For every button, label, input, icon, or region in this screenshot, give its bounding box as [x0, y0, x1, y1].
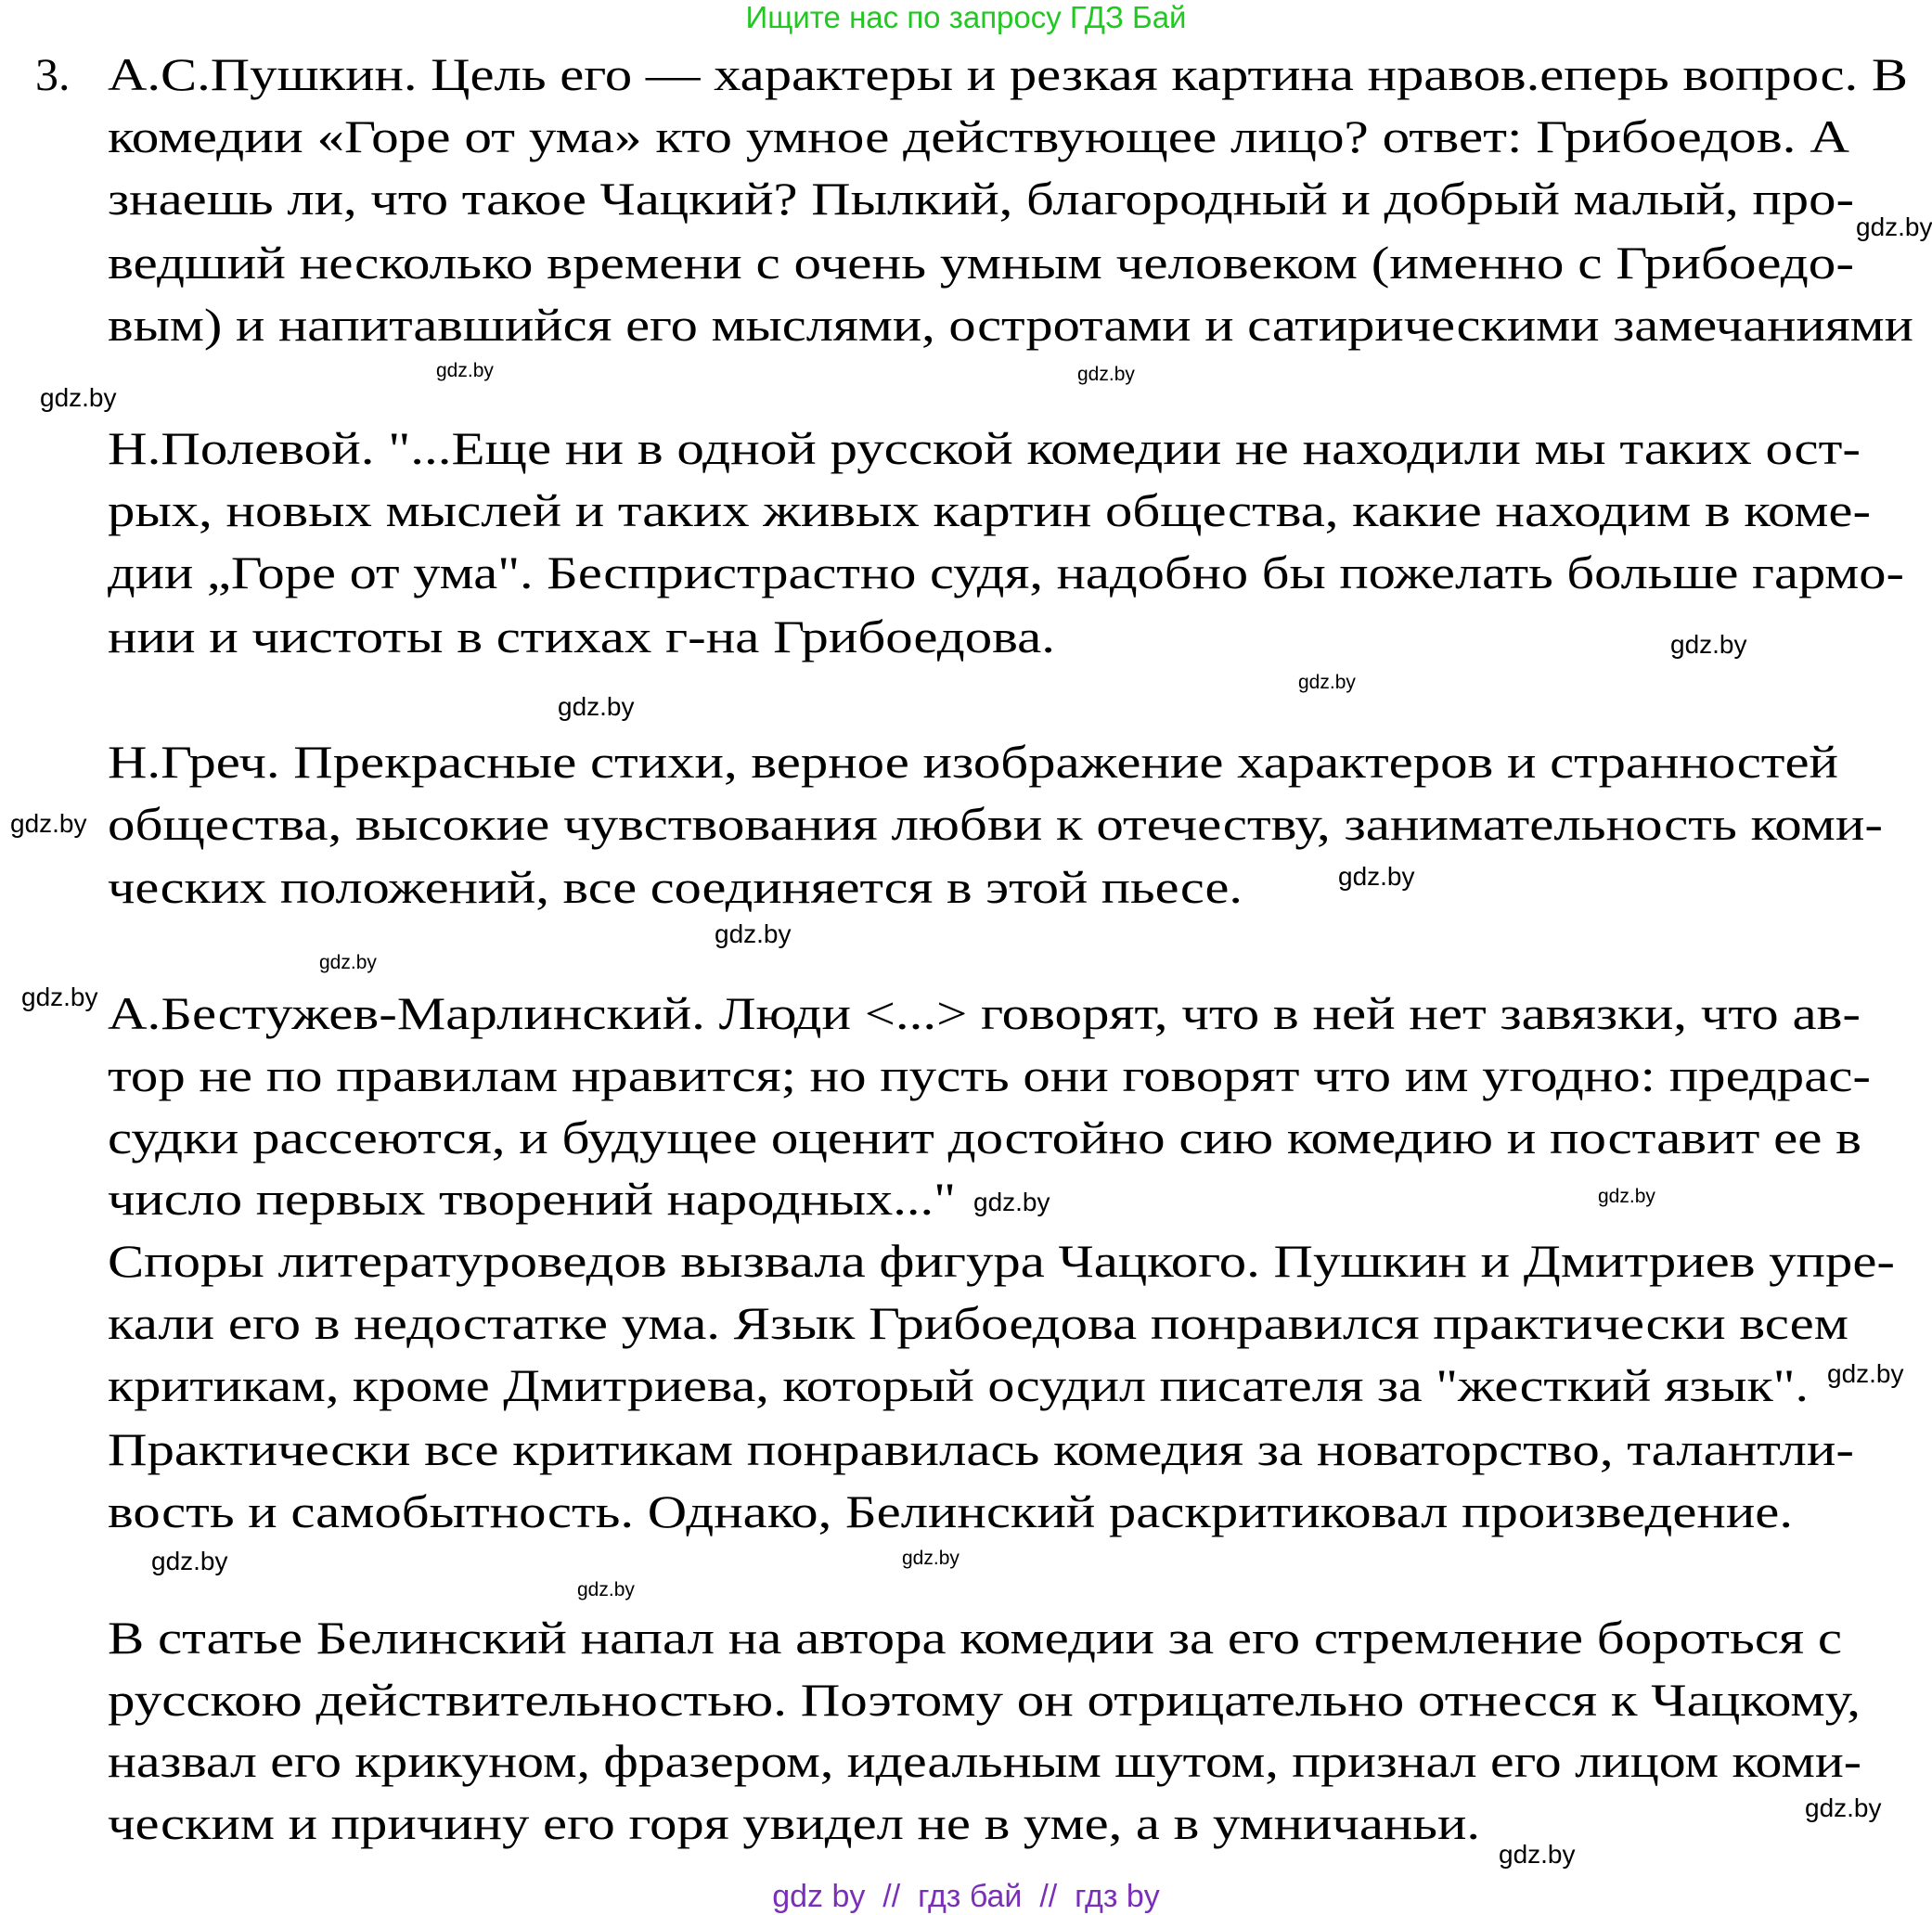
watermark: gdz.by [319, 952, 377, 973]
watermark: gdz.by [1805, 1793, 1882, 1822]
watermark: gdz.by [577, 1579, 635, 1600]
text-line: общества, высокие чувствования любви к отечеству, занимательность коми- [108, 798, 1883, 850]
text-line: кали его в недостатке ума. Язык Грибоедова понравился практически всем [108, 1297, 1848, 1349]
text-line: знаешь ли, что такое Чацкий? Пылкий, благородный и добрый малый, про- [108, 173, 1854, 225]
watermark: gdz.by [10, 809, 87, 838]
text-line: критикам, кроме Дмитриева, который осудил писателя за "жесткий язык". [108, 1359, 1809, 1411]
watermark: gdz.by [1670, 630, 1747, 659]
text-line: вым) и напитавшийся его мыслями, остротами и сатирическими замечаниями [108, 299, 1913, 351]
search-hint-banner: Ищите нас по запросу ГДЗ Бай [745, 0, 1187, 34]
watermark: gdz.by [1856, 212, 1932, 241]
task-number: 3. [35, 48, 71, 100]
text-line: судки рассеются, и будущее оценит достойно сию комедию и поставит ее в [108, 1112, 1861, 1163]
text-line: Практически все критикам понравилась комедия за новаторство, талантли- [108, 1423, 1855, 1475]
text-line: число первых творений народных..." [108, 1173, 956, 1225]
watermark: gdz.by [1598, 1186, 1655, 1207]
watermark: gdz.by [1298, 672, 1356, 693]
watermark: gdz.by [21, 983, 98, 1011]
text-line: вость и самобытность. Однако, Белинский раскритиковал произведение. [108, 1485, 1793, 1537]
text-line: ведший несколько времени с очень умным человеком (именно с Грибоедо- [108, 237, 1855, 289]
text-line: назвал его крикуном, фразером, идеальным шутом, признал его лицом коми- [108, 1735, 1861, 1787]
watermark: gdz.by [1499, 1840, 1576, 1869]
text-line: Споры литературоведов вызвала фигура Чацкого. Пушкин и Дмитриев упре- [108, 1235, 1896, 1287]
text-line: ческим и причину его горя увидел не в уме, а в умничаньи. [108, 1797, 1480, 1849]
text-line: Н.Полевой. "...Еще ни в одной русской комедии не находили мы таких ост- [108, 422, 1861, 474]
watermark: gdz.by [1827, 1359, 1904, 1388]
text-line: А.С.Пушкин. Цель его — характеры и резкая картина нравов.еперь вопрос. В [108, 48, 1908, 100]
text-line: комедии «Горе от ума» кто умное действующее лицо? ответ: Грибоедов. А [108, 110, 1849, 162]
text-line: русскою действительностью. Поэтому он отрицательно отнесся к Чацкому, [108, 1674, 1861, 1726]
text-line: дии „Горе от ума". Беспристрастно судя, надобно бы пожелать больше гармо- [108, 546, 1904, 598]
text-line: тор не по правилам нравится; но пусть они говорят что им угодно: предрас- [108, 1049, 1871, 1101]
watermark: gdz.by [902, 1548, 960, 1569]
text-line: нии и чистоты в стихах г-на Грибоедова. [108, 610, 1055, 662]
text-line: рых, новых мыслей и таких живых картин общества, какие находим в коме- [108, 484, 1871, 536]
text-line: ческих положений, все соединяется в этой пьесе. [108, 861, 1243, 913]
watermark: gdz.by [1338, 862, 1415, 891]
watermark: gdz.by [40, 383, 117, 412]
watermark: gdz.by [1077, 364, 1135, 385]
text-line: А.Бестужев-Марлинский. Люди <...> говорят, что в ней нет завязки, что ав- [108, 987, 1861, 1039]
text-line: В статье Белинский напал на автора комедии за его стремление бороться с [108, 1612, 1842, 1664]
watermark: gdz.by [558, 692, 635, 721]
footer-links: gdz by // гдз бай // гдз by [772, 1879, 1160, 1914]
watermark: gdz.by [973, 1188, 1050, 1216]
text-line: Н.Греч. Прекрасные стихи, верное изображение характеров и странностей [108, 736, 1839, 788]
watermark: gdz.by [715, 919, 792, 948]
watermark: gdz.by [151, 1547, 228, 1575]
watermark: gdz.by [436, 360, 494, 381]
